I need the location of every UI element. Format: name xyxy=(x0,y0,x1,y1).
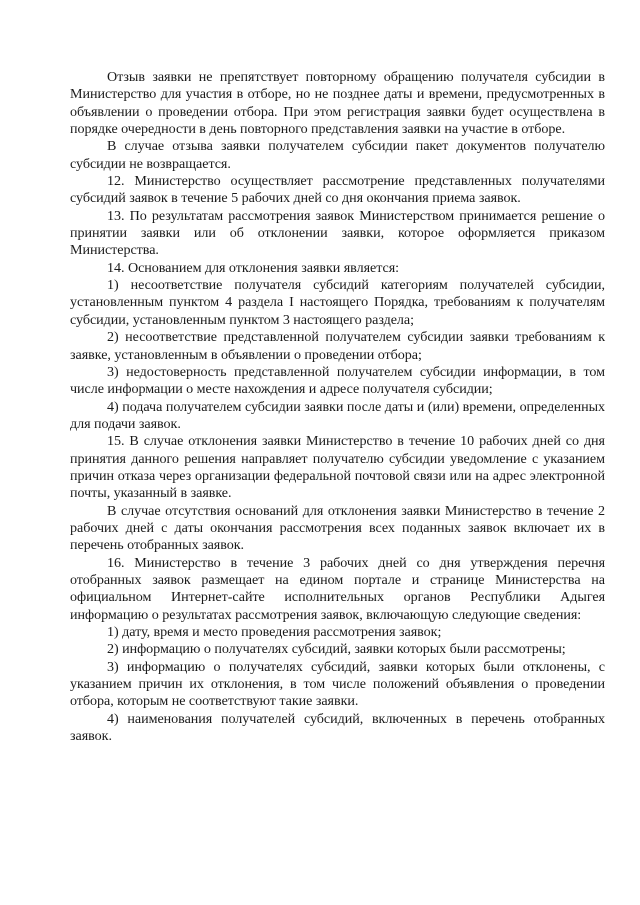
paragraph-item-13: 13. По результатам рассмотрения заявок Министерством принимается решение о принятии заявки или об отклонении заявки, которое оформляется приказом Министерства. xyxy=(70,207,605,259)
paragraph-item-14-2: 2) несоответствие представленной получателем субсидии заявки требованиям к заявке, установленным в объявлении о проведении отбора; xyxy=(70,329,605,363)
paragraph-item-16-2: 2) информацию о получателях субсидий, заявки которых были рассмотрены; xyxy=(107,641,566,658)
paragraph-item-14: 14. Основанием для отклонения заявки является: xyxy=(107,259,399,276)
paragraph-withdrawal-note: Отзыв заявки не препятствует повторному обращению получателя субсидии в Министерство для участия в отборе, но не позднее даты и времени, предусмотренных в объявлении о проведении отбора. При этом регистрация заявки будет осуществлена в порядке очередности в день повторного представления заявки на участие в отборе. xyxy=(70,69,605,138)
paragraph-item-14-1: 1) несоответствие получателя субсидий категориям получателей субсидии, установленным пунктом 4 раздела I настоящего Порядка, требованиям к получателям субсидии, установленным пунктом 3 настоящего раздела; xyxy=(70,277,605,328)
paragraph-item-15: 15. В случае отклонения заявки Министерство в течение 10 рабочих дней со дня принятия данного решения направляет получателю субсидии уведомление с указанием причин отказа через организации федеральной почтовой связи или на адрес электронной почты, указанный в заявке. xyxy=(70,433,605,502)
paragraph-documents-not-returned: В случае отзыва заявки получателем субсидии пакет документов получателю субсидии не возвращается. xyxy=(70,138,605,172)
paragraph-item-15-continued: В случае отсутствия оснований для отклонения заявки Министерство в течение 2 рабочих дней с даты окончания рассмотрения всех поданных заявок включает их в перечень отобранных заявок. xyxy=(70,502,605,554)
paragraph-item-14-3: 3) недостоверность представленной получателем субсидии информации, в том числе информации о месте нахождения и адресе получателя субсидии; xyxy=(70,363,605,398)
paragraph-item-16-3: 3) информацию о получателях субсидий, заявки которых были отклонены, с указанием причин их отклонения, в том числе положений объявления о проведении отбора, которым не соответствуют такие заявки. xyxy=(70,658,605,710)
document-body xyxy=(70,69,605,745)
paragraph-item-16-1: 1) дату, время и место проведения рассмотрения заявок; xyxy=(107,624,442,640)
paragraph-item-14-4: 4) подача получателем субсидии заявки после даты и (или) времени, определенных для подачи заявок. xyxy=(70,398,605,432)
paragraph-item-16: 16. Министерство в течение 3 рабочих дней со дня утверждения перечня отобранных заявок размещает на едином портале и странице Министерства на официальном Интернет-сайте исполнительных органов Республики Адыгея информацию о результатах рассмотрения заявок, включающую следующие сведения: xyxy=(70,554,605,623)
paragraph-item-12: 12. Министерство осуществляет рассмотрение представленных получателями субсидий заявок в течение 5 рабочих дней со дня окончания приема заявок. xyxy=(70,173,605,207)
paragraph-item-16-4: 4) наименования получателей субсидий, включенных в перечень отобранных заявок. xyxy=(70,710,605,745)
